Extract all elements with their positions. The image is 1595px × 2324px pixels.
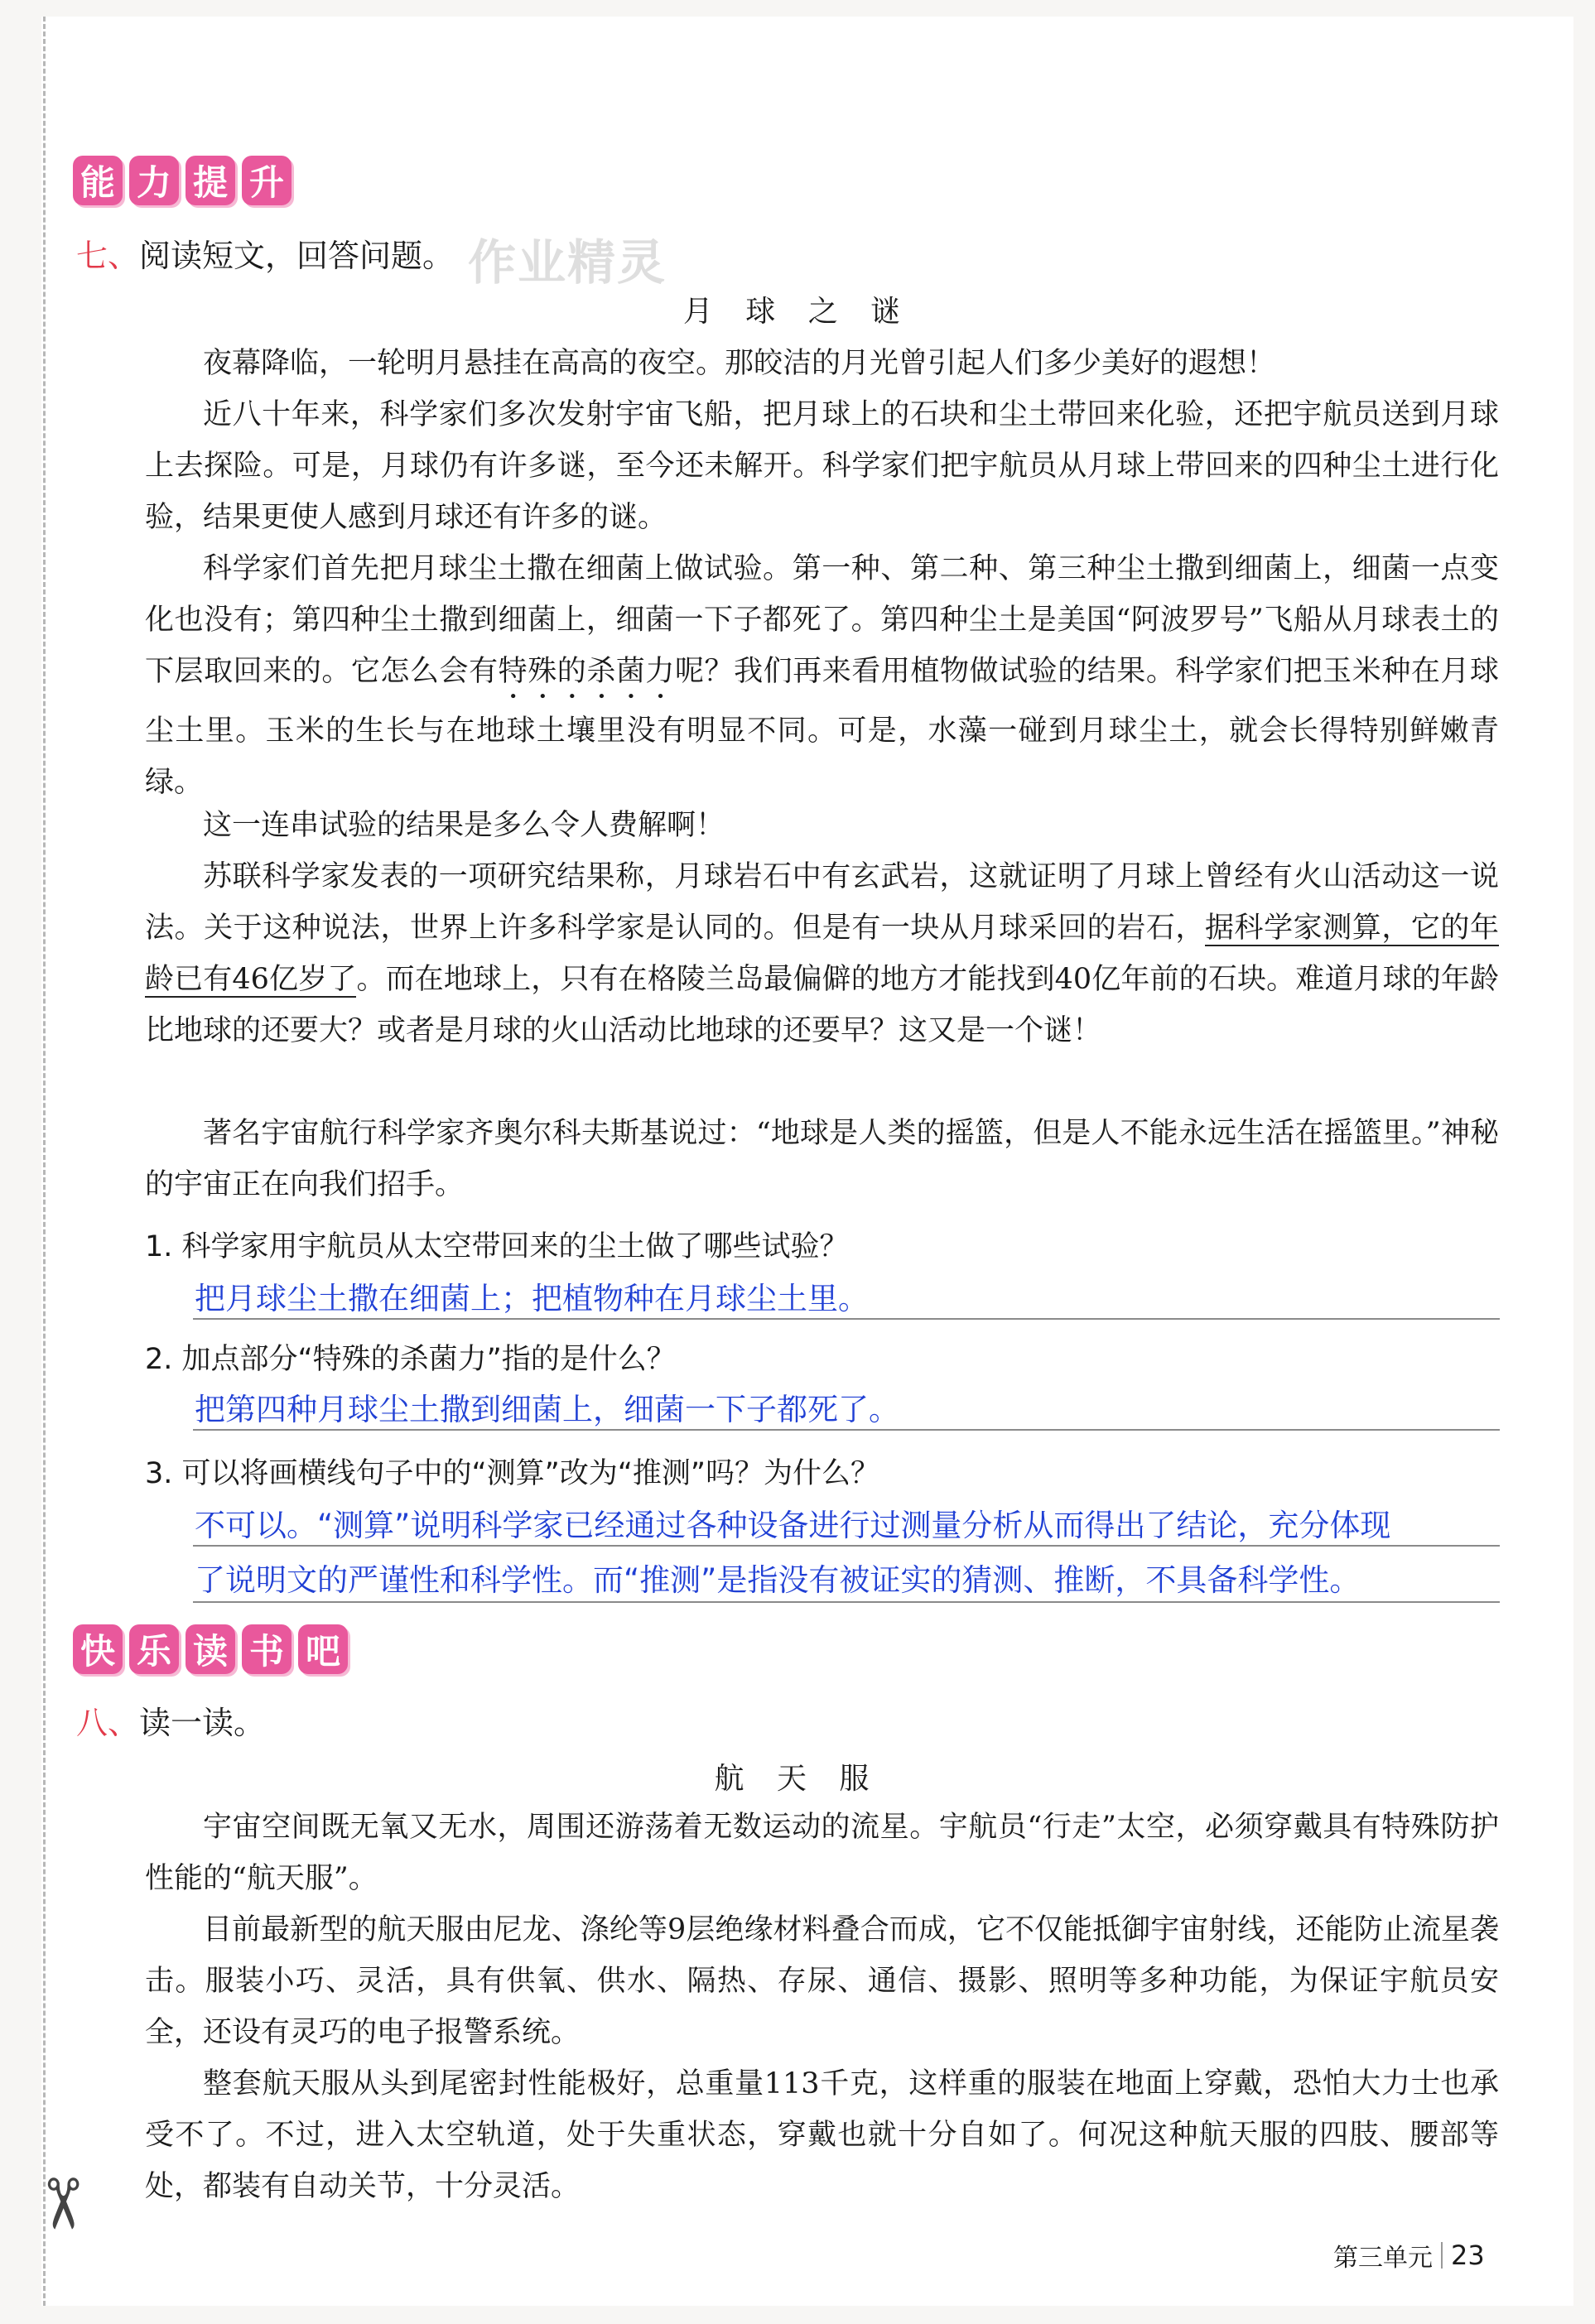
answer-3-line-2: 了说明文的严谨性和科学性。而“推测”是指没有被证实的猜测、推断，不具备科学性。 bbox=[195, 1562, 1361, 1598]
question-1: 1. 科学家用宇航员从太空带回来的尘土做了哪些试验？ bbox=[145, 1230, 849, 1263]
question-3: 3. 可以将画横线句子中的“测算”改为“推测”吗？为什么？ bbox=[145, 1457, 880, 1490]
answer-1: 把月球尘土撒在细菌上；把植物种在月球尘土里。 bbox=[195, 1281, 869, 1316]
badge-char: 乐 bbox=[129, 1624, 179, 1674]
section-heading-8 bbox=[76, 1697, 265, 1743]
section-badge-ability bbox=[73, 156, 292, 205]
badge-char: 力 bbox=[129, 156, 179, 205]
cut-line bbox=[43, 17, 46, 2306]
answer-line bbox=[193, 1545, 1500, 1547]
badge-char: 快 bbox=[73, 1624, 123, 1674]
paragraph: 这一连串试验的结果是多么令人费解啊！ bbox=[203, 809, 725, 842]
answer-line bbox=[193, 1318, 1500, 1320]
page-footer bbox=[1333, 2237, 1485, 2273]
article-title: 航 天 服 bbox=[714, 1762, 881, 1796]
paragraph: 著名宇宙航行科学家齐奥尔科夫斯基说过：“地球是人类的摇篮，但是人不能永远生活在摇篮里。”神秘的宇宙正在向我们招手。 bbox=[145, 1117, 1499, 1201]
answer-3-line-1: 不可以。“测算”说明科学家已经通过各种设备进行过测量分析从而得出了结论，充分体现 bbox=[195, 1508, 1391, 1543]
answer-line bbox=[193, 1429, 1500, 1431]
paragraph: 近八十年来，科学家们多次发射宇宙飞船，把月球上的石块和尘土带回来化验，还把宇航员送到月球上去探险。可是，月球仍有许多谜，至今还未解开。科学家们把宇航员从月球上带回来的四种尘土进行化验，结果更使人感到月球还有许多的谜。 bbox=[145, 398, 1499, 534]
paragraph bbox=[145, 851, 1499, 1056]
footer-divider bbox=[1441, 2242, 1443, 2269]
section-badge-reading bbox=[73, 1624, 348, 1674]
section-title: 读一读。 bbox=[139, 1705, 266, 1741]
badge-char: 升 bbox=[242, 156, 292, 205]
section-heading-7 bbox=[76, 230, 454, 276]
paragraph bbox=[145, 543, 1499, 808]
page-number: 23 bbox=[1451, 2240, 1485, 2271]
answer-2: 把第四种月球尘土撒到细菌上，细菌一下子都死了。 bbox=[195, 1392, 899, 1427]
paragraph-text: 。而在地球上，只有在格陵兰岛最偏僻的地方才能找到40亿年前的石块。难道月球的年龄比地球的还要大？或者是月球的火山活动比地球的还要早？这又是一个谜！ bbox=[145, 963, 1499, 1047]
badge-char: 读 bbox=[186, 1624, 235, 1674]
paragraph-text: 苏联科学家发表的一项研究结果称，月球岩石中有玄武岩，这就证明了月球上曾经有火山活动这一说法。关于这种说法，世界上许多科学家是认同的。但是有一块从月球采回的岩石， bbox=[145, 860, 1499, 945]
paragraph-text: 科学家们首先把月球尘土撒在细菌上做试验。第一种、第二种、第三种尘土撒到细菌上，细菌一点变化也没有；第四种尘土撒到细菌上，细菌一下子都死了。第四种尘土是美国“阿波罗号”飞船从月球表土的下层取回来的。它怎么会有 bbox=[145, 552, 1499, 688]
unit-label: 第三单元 bbox=[1333, 2244, 1433, 2273]
article-title: 月 球 之 谜 bbox=[682, 295, 913, 329]
scissors-icon: ✂ bbox=[22, 2174, 104, 2234]
paragraph: 整套航天服从头到尾密封性能极好，总重量113千克，这样重的服装在地面上穿戴，恐怕大力士也承受不了。不过，进入太空轨道，处于失重状态，穿戴也就十分自如了。何况这种航天服的四肢、腰部等处，都装有自动关节，十分灵活。 bbox=[145, 2067, 1499, 2203]
watermark: 作业精灵 bbox=[468, 234, 667, 291]
paragraph: 夜幕降临，一轮明月悬挂在高高的夜空。那皎洁的月光曾引起人们多少美好的遐想！ bbox=[203, 347, 1276, 380]
section-title: 阅读短文，回答问题。 bbox=[139, 238, 455, 274]
badge-char: 吧 bbox=[298, 1624, 348, 1674]
section-number: 八、 bbox=[76, 1705, 140, 1741]
paragraph: 目前最新型的航天服由尼龙、涤纶等9层绝缘材料叠合而成，它不仅能抵御宇宙射线，还能防止流星袭击。服装小巧、灵活，具有供氧、供水、隔热、存尿、通信、摄影、照明等多种功能，为保证宇航员安全，还设有灵巧的电子报警系统。 bbox=[145, 1913, 1499, 2049]
answer-line bbox=[193, 1601, 1500, 1603]
dotted-phrase: 特殊的杀菌力 bbox=[498, 655, 675, 688]
underlined-sentence: 据科学家测算，它的年龄已有46亿岁了 bbox=[145, 912, 1499, 996]
section-number: 七、 bbox=[76, 238, 140, 274]
badge-char: 提 bbox=[186, 156, 235, 205]
question-2: 2. 加点部分“特殊的杀菌力”指的是什么？ bbox=[145, 1343, 676, 1376]
paragraph-text: 呢？我们再来看用植物做试验的结果。科学家们把玉米种在月球尘土里。玉米的生长与在地球土壤里没有明显不同。可是，水藻一碰到月球尘土，就会长得特别鲜嫩青绿。 bbox=[145, 655, 1499, 799]
paragraph: 宇宙空间既无氧又无水，周围还游荡着无数运动的流星。宇航员“行走”太空，必须穿戴具有特殊防护性能的“航天服”。 bbox=[145, 1811, 1499, 1895]
badge-char: 书 bbox=[242, 1624, 292, 1674]
badge-char: 能 bbox=[73, 156, 123, 205]
